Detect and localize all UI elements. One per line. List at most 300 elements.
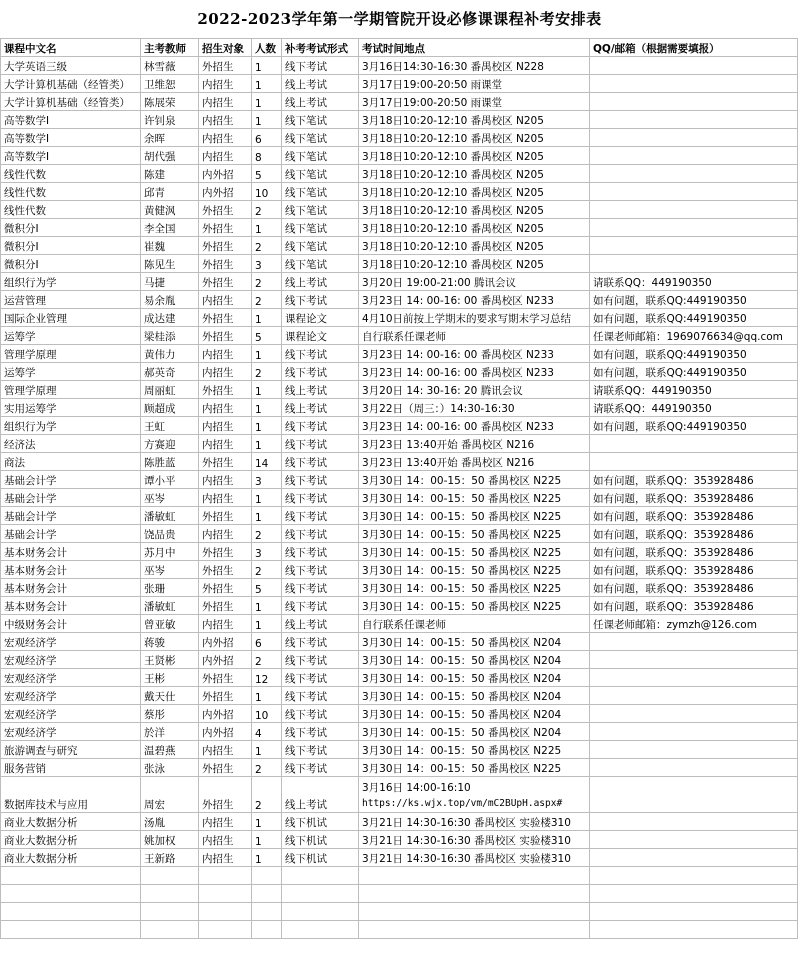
cell-time-place[interactable]: 3月21日 14:30-16:30 番禺校区 实验楼310	[359, 831, 590, 849]
cell-count[interactable]: 1	[252, 435, 282, 453]
header-count[interactable]: 人数	[252, 39, 282, 57]
cell-teacher[interactable]: 蔡彤	[141, 705, 199, 723]
cell-count[interactable]: 1	[252, 399, 282, 417]
cell-form[interactable]: 线下考试	[282, 507, 359, 525]
cell-teacher[interactable]: 巫岑	[141, 561, 199, 579]
cell-course[interactable]: 微积分Ⅰ	[1, 237, 141, 255]
cell-count[interactable]: 2	[252, 291, 282, 309]
cell-time-place[interactable]: 3月30日 14：00-15：50 番禺校区 N204	[359, 669, 590, 687]
cell-teacher[interactable]: 张珊	[141, 579, 199, 597]
cell-teacher[interactable]: 姚加权	[141, 831, 199, 849]
cell-course[interactable]: 线性代数	[1, 201, 141, 219]
cell-count[interactable]: 1	[252, 615, 282, 633]
cell-course[interactable]: 基本财务会计	[1, 597, 141, 615]
cell-contact[interactable]: 如有问题，联系QQ:449190350	[590, 291, 798, 309]
cell-form[interactable]: 线下考试	[282, 561, 359, 579]
cell-contact[interactable]	[590, 165, 798, 183]
cell-course[interactable]: 组织行为学	[1, 417, 141, 435]
cell-teacher[interactable]: 於洋	[141, 723, 199, 741]
empty-cell[interactable]	[282, 903, 359, 921]
empty-cell[interactable]	[282, 867, 359, 885]
cell-course[interactable]: 经济法	[1, 435, 141, 453]
cell-count[interactable]: 1	[252, 111, 282, 129]
cell-course[interactable]: 基础会计学	[1, 507, 141, 525]
cell-form[interactable]: 线上考试	[282, 273, 359, 291]
cell-form[interactable]: 线上考试	[282, 399, 359, 417]
cell-contact[interactable]	[590, 57, 798, 75]
cell-course[interactable]: 运营管理	[1, 291, 141, 309]
cell-target[interactable]: 内招生	[199, 471, 252, 489]
cell-time-place[interactable]: 3月17日19:00-20:50 雨课堂	[359, 93, 590, 111]
cell-course[interactable]: 宏观经济学	[1, 669, 141, 687]
cell-teacher[interactable]: 周宏	[141, 777, 199, 813]
cell-contact[interactable]: 如有问题，联系QQ：353928486	[590, 543, 798, 561]
cell-contact[interactable]	[590, 849, 798, 867]
cell-time-place[interactable]: 自行联系任课老师	[359, 327, 590, 345]
cell-contact[interactable]	[590, 237, 798, 255]
cell-count[interactable]: 1	[252, 813, 282, 831]
cell-time-place[interactable]: 3月20日 14: 30-16: 20 腾讯会议	[359, 381, 590, 399]
cell-time-place[interactable]: 3月30日 14：00-15：50 番禺校区 N204	[359, 705, 590, 723]
cell-target[interactable]: 内招生	[199, 489, 252, 507]
cell-teacher[interactable]: 陈见生	[141, 255, 199, 273]
cell-course[interactable]: 运筹学	[1, 327, 141, 345]
cell-count[interactable]: 2	[252, 201, 282, 219]
cell-form[interactable]: 线下笔试	[282, 129, 359, 147]
cell-teacher[interactable]: 周丽虹	[141, 381, 199, 399]
empty-cell[interactable]	[141, 903, 199, 921]
cell-teacher[interactable]: 林雪薇	[141, 57, 199, 75]
cell-contact[interactable]	[590, 777, 798, 813]
cell-course[interactable]: 大学计算机基础（经管类）	[1, 93, 141, 111]
cell-teacher[interactable]: 陈胜蓝	[141, 453, 199, 471]
cell-time-place[interactable]: 3月30日 14：00-15：50 番禺校区 N225	[359, 507, 590, 525]
cell-contact[interactable]	[590, 111, 798, 129]
cell-course[interactable]: 高等数学Ⅰ	[1, 147, 141, 165]
cell-target[interactable]: 内外招	[199, 633, 252, 651]
cell-course[interactable]: 商法	[1, 453, 141, 471]
empty-cell[interactable]	[199, 885, 252, 903]
cell-teacher[interactable]: 余晖	[141, 129, 199, 147]
empty-cell[interactable]	[252, 885, 282, 903]
empty-cell[interactable]	[1, 867, 141, 885]
empty-cell[interactable]	[1, 885, 141, 903]
cell-time-place[interactable]: 3月23日 14: 00-16: 00 番禺校区 N233	[359, 345, 590, 363]
cell-count[interactable]: 12	[252, 669, 282, 687]
cell-teacher[interactable]: 顾超成	[141, 399, 199, 417]
cell-time-place[interactable]: 3月30日 14：00-15：50 番禺校区 N225	[359, 759, 590, 777]
cell-count[interactable]: 6	[252, 129, 282, 147]
cell-teacher[interactable]: 汤胤	[141, 813, 199, 831]
cell-target[interactable]: 内外招	[199, 183, 252, 201]
cell-teacher[interactable]: 张泳	[141, 759, 199, 777]
cell-time-place[interactable]: 3月23日 14: 00-16: 00 番禺校区 N233	[359, 291, 590, 309]
cell-target[interactable]: 内招生	[199, 363, 252, 381]
cell-form[interactable]: 线下笔试	[282, 201, 359, 219]
cell-course[interactable]: 高等数学Ⅰ	[1, 111, 141, 129]
cell-time-place[interactable]: 3月18日10:20-12:10 番禺校区 N205	[359, 219, 590, 237]
cell-course[interactable]: 微积分Ⅰ	[1, 219, 141, 237]
cell-contact[interactable]: 如有问题，联系QQ：353928486	[590, 471, 798, 489]
cell-count[interactable]: 1	[252, 219, 282, 237]
cell-count[interactable]: 2	[252, 561, 282, 579]
cell-form[interactable]: 线下考试	[282, 471, 359, 489]
cell-target[interactable]: 外招生	[199, 453, 252, 471]
cell-form[interactable]: 线下考试	[282, 363, 359, 381]
cell-time-place[interactable]: 3月21日 14:30-16:30 番禺校区 实验楼310	[359, 849, 590, 867]
cell-course[interactable]: 基本财务会计	[1, 579, 141, 597]
cell-course[interactable]: 旅游调查与研究	[1, 741, 141, 759]
cell-course[interactable]: 宏观经济学	[1, 687, 141, 705]
cell-count[interactable]: 4	[252, 723, 282, 741]
cell-teacher[interactable]: 马捷	[141, 273, 199, 291]
cell-count[interactable]: 5	[252, 165, 282, 183]
cell-course[interactable]: 线性代数	[1, 183, 141, 201]
cell-form[interactable]: 线下笔试	[282, 165, 359, 183]
cell-form[interactable]: 线下考试	[282, 417, 359, 435]
cell-target[interactable]: 内外招	[199, 165, 252, 183]
cell-time-place[interactable]: 3月30日 14：00-15：50 番禺校区 N225	[359, 471, 590, 489]
cell-time-place[interactable]: 3月18日10:20-12:10 番禺校区 N205	[359, 237, 590, 255]
cell-target[interactable]: 外招生	[199, 255, 252, 273]
empty-cell[interactable]	[590, 903, 798, 921]
cell-contact[interactable]	[590, 831, 798, 849]
cell-form[interactable]: 线下考试	[282, 723, 359, 741]
cell-course[interactable]: 宏观经济学	[1, 633, 141, 651]
empty-cell[interactable]	[359, 867, 590, 885]
cell-count[interactable]: 5	[252, 327, 282, 345]
cell-form[interactable]: 课程论文	[282, 327, 359, 345]
cell-form[interactable]: 线上考试	[282, 777, 359, 813]
cell-target[interactable]: 外招生	[199, 669, 252, 687]
cell-target[interactable]: 外招生	[199, 597, 252, 615]
cell-teacher[interactable]: 戴天仕	[141, 687, 199, 705]
cell-teacher[interactable]: 许钊泉	[141, 111, 199, 129]
cell-time-place[interactable]: 3月22日（周三：）14:30-16:30	[359, 399, 590, 417]
cell-form[interactable]: 线上考试	[282, 615, 359, 633]
cell-form[interactable]: 线上考试	[282, 93, 359, 111]
cell-count[interactable]: 1	[252, 687, 282, 705]
cell-course[interactable]: 宏观经济学	[1, 705, 141, 723]
cell-contact[interactable]	[590, 93, 798, 111]
cell-contact[interactable]	[590, 705, 798, 723]
cell-course[interactable]: 线性代数	[1, 165, 141, 183]
cell-course[interactable]: 实用运筹学	[1, 399, 141, 417]
cell-course[interactable]: 运筹学	[1, 363, 141, 381]
cell-course[interactable]: 数据库技术与应用	[1, 777, 141, 813]
cell-count[interactable]: 2	[252, 525, 282, 543]
cell-target[interactable]: 内招生	[199, 615, 252, 633]
empty-cell[interactable]	[359, 885, 590, 903]
header-course[interactable]: 课程中文名	[1, 39, 141, 57]
cell-form[interactable]: 线下考试	[282, 57, 359, 75]
cell-form[interactable]: 线下考试	[282, 543, 359, 561]
empty-cell[interactable]	[590, 921, 798, 939]
cell-contact[interactable]	[590, 129, 798, 147]
cell-time-place[interactable]: 3月30日 14：00-15：50 番禺校区 N204	[359, 651, 590, 669]
cell-time-place[interactable]: 3月30日 14：00-15：50 番禺校区 N204	[359, 687, 590, 705]
cell-target[interactable]: 外招生	[199, 381, 252, 399]
cell-time-place[interactable]: 3月18日10:20-12:10 番禺校区 N205	[359, 201, 590, 219]
cell-target[interactable]: 外招生	[199, 561, 252, 579]
cell-count[interactable]: 1	[252, 597, 282, 615]
cell-count[interactable]: 3	[252, 255, 282, 273]
empty-cell[interactable]	[1, 903, 141, 921]
cell-course[interactable]: 基础会计学	[1, 525, 141, 543]
cell-form[interactable]: 线下考试	[282, 669, 359, 687]
cell-target[interactable]: 内招生	[199, 75, 252, 93]
cell-count[interactable]: 1	[252, 309, 282, 327]
empty-cell[interactable]	[141, 867, 199, 885]
cell-teacher[interactable]: 梁桂添	[141, 327, 199, 345]
cell-target[interactable]: 内招生	[199, 741, 252, 759]
cell-count[interactable]: 2	[252, 759, 282, 777]
cell-form[interactable]: 线下笔试	[282, 237, 359, 255]
cell-form[interactable]: 线下笔试	[282, 183, 359, 201]
cell-count[interactable]: 1	[252, 741, 282, 759]
cell-course[interactable]: 基础会计学	[1, 489, 141, 507]
cell-target[interactable]: 外招生	[199, 543, 252, 561]
empty-cell[interactable]	[282, 885, 359, 903]
cell-teacher[interactable]: 黄健沨	[141, 201, 199, 219]
cell-contact[interactable]	[590, 75, 798, 93]
cell-target[interactable]: 内外招	[199, 651, 252, 669]
cell-contact[interactable]	[590, 651, 798, 669]
cell-count[interactable]: 14	[252, 453, 282, 471]
cell-form[interactable]: 线下考试	[282, 741, 359, 759]
cell-count[interactable]: 1	[252, 507, 282, 525]
cell-form[interactable]: 线下考试	[282, 453, 359, 471]
cell-target[interactable]: 外招生	[199, 507, 252, 525]
cell-form[interactable]: 线下机试	[282, 849, 359, 867]
cell-time-place[interactable]: 3月23日 13:40开始 番禺校区 N216	[359, 453, 590, 471]
cell-target[interactable]: 外招生	[199, 777, 252, 813]
cell-time-place[interactable]: 3月30日 14：00-15：50 番禺校区 N204	[359, 633, 590, 651]
cell-time-place[interactable]: 3月30日 14：00-15：50 番禺校区 N225	[359, 525, 590, 543]
empty-cell[interactable]	[252, 867, 282, 885]
cell-contact[interactable]: 如有问题，联系QQ:449190350	[590, 345, 798, 363]
cell-form[interactable]: 线上考试	[282, 75, 359, 93]
cell-count[interactable]: 10	[252, 183, 282, 201]
cell-contact[interactable]: 请联系QQ：449190350	[590, 399, 798, 417]
cell-time-place[interactable]: 3月18日10:20-12:10 番禺校区 N205	[359, 111, 590, 129]
cell-form[interactable]: 线下考试	[282, 651, 359, 669]
cell-teacher[interactable]: 胡代强	[141, 147, 199, 165]
cell-teacher[interactable]: 巫岑	[141, 489, 199, 507]
cell-count[interactable]: 1	[252, 75, 282, 93]
cell-time-place[interactable]: 3月23日 14: 00-16: 00 番禺校区 N233	[359, 363, 590, 381]
cell-teacher[interactable]: 饶品贵	[141, 525, 199, 543]
empty-cell[interactable]	[141, 885, 199, 903]
cell-teacher[interactable]: 温碧燕	[141, 741, 199, 759]
cell-time-place[interactable]: 3月30日 14：00-15：50 番禺校区 N225	[359, 561, 590, 579]
cell-form[interactable]: 线下笔试	[282, 111, 359, 129]
cell-teacher[interactable]: 王贤彬	[141, 651, 199, 669]
empty-cell[interactable]	[199, 921, 252, 939]
cell-target[interactable]: 外招生	[199, 327, 252, 345]
cell-target[interactable]: 内招生	[199, 813, 252, 831]
cell-course[interactable]: 管理学原理	[1, 381, 141, 399]
cell-contact[interactable]: 如有问题，联系QQ：353928486	[590, 525, 798, 543]
cell-time-place[interactable]: 3月23日 13:40开始 番禺校区 N216	[359, 435, 590, 453]
cell-count[interactable]: 1	[252, 831, 282, 849]
cell-target[interactable]: 外招生	[199, 57, 252, 75]
cell-course[interactable]: 商业大数据分析	[1, 849, 141, 867]
cell-target[interactable]: 外招生	[199, 309, 252, 327]
cell-contact[interactable]	[590, 147, 798, 165]
cell-form[interactable]: 线下考试	[282, 291, 359, 309]
cell-teacher[interactable]: 郝英奇	[141, 363, 199, 381]
cell-form[interactable]: 线下考试	[282, 633, 359, 651]
cell-teacher[interactable]: 陈展荣	[141, 93, 199, 111]
cell-teacher[interactable]: 王彬	[141, 669, 199, 687]
cell-count[interactable]: 2	[252, 237, 282, 255]
cell-time-place[interactable]: 3月21日 14:30-16:30 番禺校区 实验楼310	[359, 813, 590, 831]
cell-target[interactable]: 内招生	[199, 849, 252, 867]
empty-cell[interactable]	[252, 903, 282, 921]
cell-target[interactable]: 内招生	[199, 93, 252, 111]
cell-contact[interactable]	[590, 759, 798, 777]
cell-form[interactable]: 线下考试	[282, 759, 359, 777]
cell-form[interactable]: 线下考试	[282, 525, 359, 543]
empty-cell[interactable]	[199, 867, 252, 885]
cell-target[interactable]: 内招生	[199, 345, 252, 363]
cell-contact[interactable]: 如有问题，联系QQ：353928486	[590, 507, 798, 525]
cell-contact[interactable]: 如有问题，联系QQ：353928486	[590, 561, 798, 579]
cell-contact[interactable]: 任课老师邮箱：zymzh@126.com	[590, 615, 798, 633]
cell-course[interactable]: 大学英语三级	[1, 57, 141, 75]
cell-course[interactable]: 商业大数据分析	[1, 813, 141, 831]
cell-target[interactable]: 内招生	[199, 147, 252, 165]
cell-course[interactable]: 组织行为学	[1, 273, 141, 291]
cell-count[interactable]: 5	[252, 579, 282, 597]
empty-cell[interactable]	[141, 921, 199, 939]
cell-count[interactable]: 1	[252, 417, 282, 435]
cell-contact[interactable]	[590, 435, 798, 453]
cell-teacher[interactable]: 邱青	[141, 183, 199, 201]
cell-teacher[interactable]: 潘敏虹	[141, 597, 199, 615]
cell-teacher[interactable]: 成达建	[141, 309, 199, 327]
cell-time-place[interactable]: 3月18日10:20-12:10 番禺校区 N205	[359, 165, 590, 183]
cell-teacher[interactable]: 谭小平	[141, 471, 199, 489]
cell-form[interactable]: 线下考试	[282, 597, 359, 615]
cell-count[interactable]: 1	[252, 57, 282, 75]
cell-contact[interactable]	[590, 219, 798, 237]
cell-count[interactable]: 3	[252, 543, 282, 561]
cell-target[interactable]: 外招生	[199, 237, 252, 255]
cell-time-place[interactable]: 自行联系任课老师	[359, 615, 590, 633]
cell-contact[interactable]: 如有问题，联系QQ：353928486	[590, 489, 798, 507]
cell-course[interactable]: 基础会计学	[1, 471, 141, 489]
header-time-place[interactable]: 考试时间地点	[359, 39, 590, 57]
cell-course[interactable]: 微积分Ⅰ	[1, 255, 141, 273]
cell-teacher[interactable]: 陈建	[141, 165, 199, 183]
cell-time-place[interactable]: 3月30日 14：00-15：50 番禺校区 N225	[359, 543, 590, 561]
cell-time-place[interactable]: 3月18日10:20-12:10 番禺校区 N205	[359, 129, 590, 147]
header-form[interactable]: 补考考试形式	[282, 39, 359, 57]
cell-target[interactable]: 内招生	[199, 435, 252, 453]
cell-contact[interactable]	[590, 633, 798, 651]
cell-time-place[interactable]: 3月20日 19:00-21:00 腾讯会议	[359, 273, 590, 291]
cell-target[interactable]: 外招生	[199, 687, 252, 705]
cell-contact[interactable]	[590, 183, 798, 201]
cell-target[interactable]: 内招生	[199, 525, 252, 543]
cell-teacher[interactable]: 蒋骏	[141, 633, 199, 651]
cell-count[interactable]: 1	[252, 345, 282, 363]
cell-count[interactable]: 8	[252, 147, 282, 165]
cell-form[interactable]: 线下笔试	[282, 147, 359, 165]
cell-target[interactable]: 外招生	[199, 579, 252, 597]
cell-count[interactable]: 2	[252, 363, 282, 381]
cell-target[interactable]: 内外招	[199, 705, 252, 723]
cell-form[interactable]: 线下机试	[282, 831, 359, 849]
cell-contact[interactable]: 如有问题，联系QQ：353928486	[590, 579, 798, 597]
cell-form[interactable]: 线上考试	[282, 381, 359, 399]
cell-teacher[interactable]: 黄伟力	[141, 345, 199, 363]
cell-time-place[interactable]: 3月18日10:20-12:10 番禺校区 N205	[359, 255, 590, 273]
cell-time-place[interactable]: 3月17日19:00-20:50 雨课堂	[359, 75, 590, 93]
cell-time-place[interactable]	[359, 777, 590, 813]
cell-target[interactable]: 外招生	[199, 759, 252, 777]
cell-count[interactable]: 6	[252, 633, 282, 651]
cell-course[interactable]: 基本财务会计	[1, 543, 141, 561]
empty-cell[interactable]	[590, 867, 798, 885]
cell-target[interactable]: 内招生	[199, 291, 252, 309]
empty-cell[interactable]	[1, 921, 141, 939]
empty-cell[interactable]	[199, 903, 252, 921]
header-teacher[interactable]: 主考教师	[141, 39, 199, 57]
header-contact[interactable]: QQ/邮箱（根据需要填报）	[590, 39, 798, 57]
cell-contact[interactable]	[590, 723, 798, 741]
cell-form[interactable]: 线下笔试	[282, 219, 359, 237]
cell-contact[interactable]	[590, 201, 798, 219]
cell-contact[interactable]: 请联系QQ：449190350	[590, 381, 798, 399]
cell-time-place[interactable]: 3月30日 14：00-15：50 番禺校区 N225	[359, 741, 590, 759]
cell-time-place[interactable]: 3月30日 14：00-15：50 番禺校区 N204	[359, 723, 590, 741]
cell-time-place[interactable]: 3月30日 14：00-15：50 番禺校区 N225	[359, 597, 590, 615]
cell-target[interactable]: 外招生	[199, 219, 252, 237]
cell-count[interactable]: 1	[252, 849, 282, 867]
empty-cell[interactable]	[590, 885, 798, 903]
cell-teacher[interactable]: 李全国	[141, 219, 199, 237]
cell-time-place[interactable]: 3月30日 14：00-15：50 番禺校区 N225	[359, 489, 590, 507]
cell-contact[interactable]	[590, 255, 798, 273]
empty-cell[interactable]	[252, 921, 282, 939]
cell-form[interactable]: 线下考试	[282, 489, 359, 507]
cell-count[interactable]: 3	[252, 471, 282, 489]
cell-contact[interactable]: 任课老师邮箱：1969076634@qq.com	[590, 327, 798, 345]
cell-target[interactable]: 内招生	[199, 129, 252, 147]
cell-course[interactable]: 服务营销	[1, 759, 141, 777]
cell-course[interactable]: 大学计算机基础（经管类）	[1, 75, 141, 93]
cell-count[interactable]: 1	[252, 93, 282, 111]
cell-contact[interactable]	[590, 741, 798, 759]
cell-target[interactable]: 内外招	[199, 723, 252, 741]
cell-form[interactable]: 线下考试	[282, 435, 359, 453]
cell-count[interactable]: 2	[252, 651, 282, 669]
cell-contact[interactable]: 如有问题，联系QQ:449190350	[590, 417, 798, 435]
cell-teacher[interactable]: 卫维恕	[141, 75, 199, 93]
cell-form[interactable]: 线下机试	[282, 813, 359, 831]
empty-cell[interactable]	[359, 921, 590, 939]
header-target[interactable]: 招生对象	[199, 39, 252, 57]
cell-teacher[interactable]: 易余胤	[141, 291, 199, 309]
cell-target[interactable]: 内招生	[199, 831, 252, 849]
cell-course[interactable]: 国际企业管理	[1, 309, 141, 327]
cell-course[interactable]: 中级财务会计	[1, 615, 141, 633]
cell-course[interactable]: 高等数学Ⅰ	[1, 129, 141, 147]
cell-form[interactable]: 线下考试	[282, 687, 359, 705]
